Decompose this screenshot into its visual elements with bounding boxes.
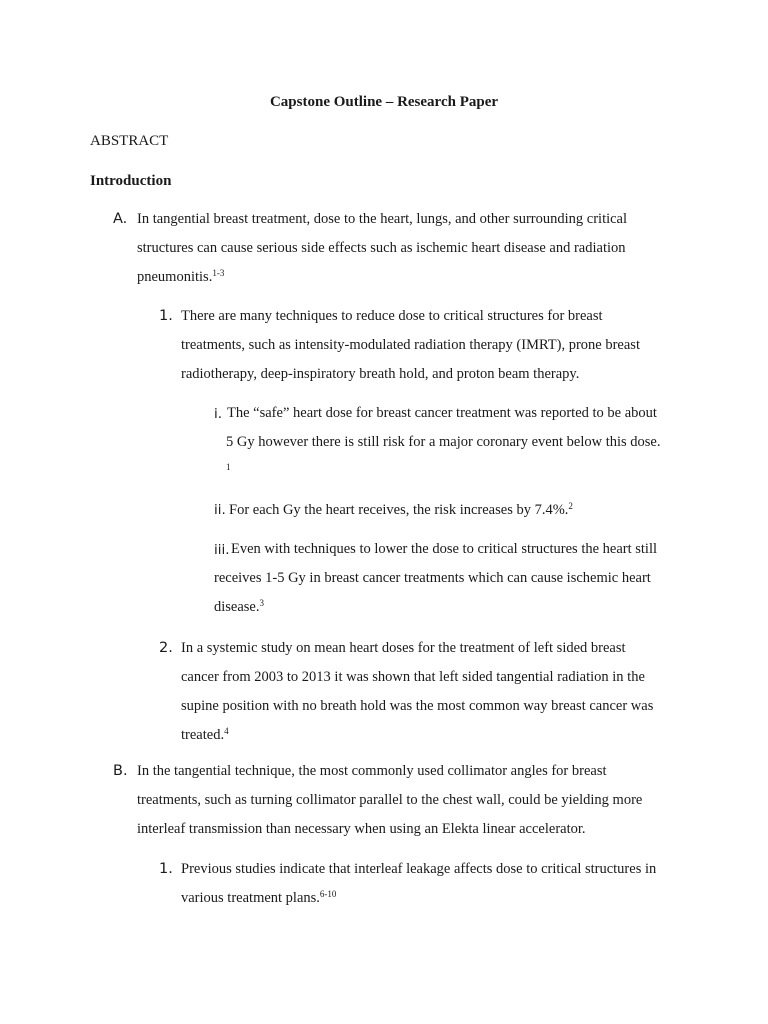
text-line: interleaf transmission than necessary when using an Elekta linear accelerator.	[137, 821, 586, 837]
text-line: treatments, such as intensity-modulated radiation therapy (IMRT), prone breast	[181, 337, 640, 353]
outline-item-a-1	[181, 302, 681, 389]
outline-item-iii-cont	[214, 564, 684, 622]
outline-item-ii	[229, 496, 689, 525]
text-line: treatments, such as turning collimator parallel to the chest wall, could be yielding more	[137, 792, 643, 808]
abstract-heading: ABSTRACT	[90, 133, 169, 149]
citation-superscript: 3	[259, 598, 264, 608]
text-line: In a systemic study on mean heart doses for the treatment of left sided breast	[181, 640, 626, 656]
citation-superscript: 1-3	[212, 268, 225, 278]
text-line: supine position with no breath hold was the most common way breast cancer was	[181, 698, 654, 714]
outline-marker-a-2: 2.	[159, 640, 173, 656]
outline-item-i	[227, 399, 687, 428]
text-line: cancer from 2003 to 2013 it was shown that left sided tangential radiation in the	[181, 669, 645, 685]
outline-item-i-cont	[226, 428, 686, 457]
text-line: structures can cause serious side effects such as ischemic heart disease and radiation	[137, 240, 626, 256]
text-line: There are many techniques to reduce dose to critical structures for breast	[181, 308, 603, 324]
outline-item-b-1	[181, 855, 691, 913]
citation-superscript: 2	[568, 501, 573, 511]
outline-item-a	[137, 205, 682, 292]
citation-superscript: 6-10	[319, 889, 337, 899]
text-line: treated.	[181, 727, 225, 743]
outline-item-a-2	[181, 634, 681, 750]
citation-superscript: 4	[224, 726, 229, 736]
text-line: For each Gy the heart receives, the risk increases by 7.4%.	[229, 502, 569, 518]
outline-marker-i: i.	[214, 406, 223, 422]
text-line: Even with techniques to lower the dose to critical structures the heart still	[231, 541, 658, 557]
outline-marker-a: A.	[113, 211, 128, 227]
text-line: various treatment plans.	[181, 890, 320, 906]
outline-marker-a-1: 1.	[159, 308, 173, 324]
text-line: radiotherapy, deep-inspiratory breath hold, and proton beam therapy.	[181, 366, 580, 382]
text-line: receives 1-5 Gy in breast cancer treatments which can cause ischemic heart	[214, 570, 651, 586]
introduction-heading: Introduction	[90, 173, 172, 189]
text-line: In the tangential technique, the most commonly used collimator angles for breast	[137, 763, 607, 779]
outline-item-b	[137, 757, 682, 844]
text-line: pneumonitis.	[137, 269, 213, 285]
outline-marker-b-1: 1.	[159, 861, 173, 877]
citation-superscript: 1	[226, 462, 231, 472]
outline-item-iii	[231, 535, 691, 564]
outline-marker-iii: iii.	[214, 542, 230, 558]
text-line: Previous studies indicate that interleaf leakage affects dose to critical structures in	[181, 861, 657, 877]
text-line: disease.	[214, 599, 260, 615]
outline-marker-b: B.	[113, 763, 128, 779]
page-title: Capstone Outline – Research Paper	[269, 94, 499, 110]
text-line: In tangential breast treatment, dose to the heart, lungs, and other surrounding critical	[137, 211, 628, 227]
outline-marker-ii: ii.	[214, 502, 226, 518]
text-line: The “safe” heart dose for breast cancer treatment was reported to be about	[227, 405, 657, 421]
text-line: 5 Gy however there is still risk for a major coronary event below this dose.	[226, 434, 661, 450]
